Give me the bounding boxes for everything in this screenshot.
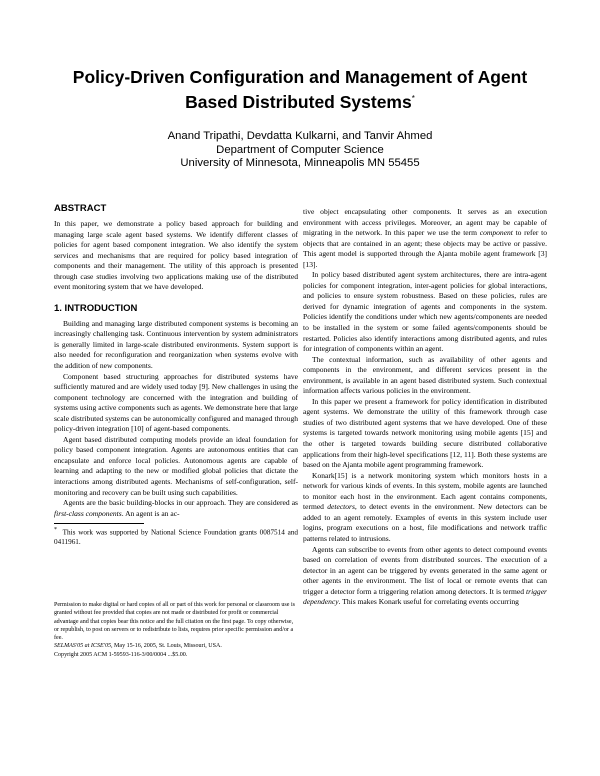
copyright-line: Copyright 2005 ACM 1-59593-116-3/00/0004 ...$5.00. — [54, 651, 188, 658]
university: University of Minnesota, Minneapolis MN 55455 — [180, 157, 420, 169]
conference-line: SELMAS'05 at ICSE'05, May 15-16, 2005, St. Louis, Missouri, USA. — [54, 643, 222, 650]
permission-notice — [54, 601, 298, 659]
abstract-heading: ABSTRACT — [54, 203, 107, 214]
right-paragraph-6: Agents can subscribe to events from other agents to detect compound events based on correlation of events from distributed sources. The execution of a detector in an agent can be triggered by events generated in the same agent or other agents in the environment. The list of local or remote events that can trigger a detector form a triggering relation among detectors. It is termed trigger dependency. This makes Konark useful for correlating events occurring — [303, 544, 547, 607]
author-block — [0, 130, 600, 171]
intro-paragraph-2: Component based structuring approaches for distributed systems have sufficiently matured and are widely used today [9]. New challenges in using the component technology are concerned with the integration and building of systems using active components such as agents. We demonstrate here that large scale distributed systems can be autonomically configured and managed through policy-driven integration [10] of agent-based components. — [54, 371, 298, 434]
right-paragraph-3: The contextual information, such as availability of other agents and components in the environment, and different services present in the environment, is available in an agent based distributed system. Such contextual information affects various policies in the environment. — [303, 354, 547, 396]
abstract-text: In this paper, we demonstrate a policy based approach for building and managing large scale agent based systems. We identify different classes of policies for agent based component integration. We also identify the system services and mechanisms that are required for policy based integration of components and their management. The utility of this approach is presented through case studies involving two applications making use of the distributed event monitoring system that we have developed. — [54, 219, 298, 292]
right-column — [303, 207, 547, 608]
department: Department of Computer Science — [216, 143, 384, 156]
right-paragraph-5: Konark[15] is a network monitoring system which monitors hosts in a network for various kinds of events. In this system, mobile agents are launched to monitor each host in the environment. Each agent contains components, termed detectors, to detect events in the environment. New detectors can be added to an agent remotely. Examples of events in this system include user logins, program executions on a host, file modifications and network traffic patterns related to intrusions. — [303, 470, 547, 543]
footnote-rule — [54, 523, 144, 524]
title-footnote-mark: * — [411, 94, 415, 103]
right-paragraph-4: In this paper we present a framework for policy identification in distributed agent systems. We demonstrate the utility of this framework through case studies of two distributed agent systems that we have developed. One of these systems is targeted towards network monitoring using mobile agents [15] and the other is targeted towards building secure distributed collaborative applications from their high-level specifications [12, 11]. Both these systems are based on the Ajanta mobile agent programming framework. — [303, 396, 547, 470]
intro-paragraph-1: Building and managing large distributed component systems is becoming an increasingly challenging task. Continuous intervention by system administrators is generally limited in large-scale distributed environments. System support is also needed for reconfiguration and reorganization when systems evolve with the addition of new components. — [54, 318, 298, 371]
left-column — [54, 203, 298, 548]
right-paragraph-1: tive object encapsulating other components. It serves as an execution environment with access privileges. Moreover, an agent may be capable of migrating in the network. In this paper we use the term component to refer to objects that are contained in an agent; these objects may be active or passive. This agent model is supported through the Ajanta mobile agent framework [3] [13]. — [303, 207, 547, 269]
footnote: * This work was supported by National Science Foundation grants 0087514 and 0411961. — [54, 527, 299, 547]
authors: Anand Tripathi, Devdatta Kulkarni, and Tanvir Ahmed — [167, 130, 433, 142]
intro-paragraph-4: Agents are the basic building-blocks in our approach. They are considered as first-class components. An agent is an ac- — [54, 498, 298, 518]
paper-title — [0, 66, 600, 113]
permission-text: Permission to make digital or hard copies of all or part of this work for personal or classroom use is granted without fee provided that copies are not made or distributed for profit or commercial advantage and that copies bear this notice and the full citation on the first page. To copy otherwise, or republish, to post on servers or to redistribute to lists, requires prior specific permission and/or a fee. — [54, 602, 295, 642]
title-line-1: Policy-Driven Configuration and Management of Agent — [72, 67, 528, 87]
right-paragraph-2: In policy based distributed agent system architectures, there are intra-agent policies for component integration, inter-agent policies for global interactions, and policies to ensure system robustness. Based on these policies, rules are derived for dynamic integration of agents and components in the system. Policies identify the conditions under which new agents/components are needed to be installed in the system or some failed agents/components should be restarted. Policies also identify interactions among distributed agents, and rules for integration of components within an agent. — [303, 270, 547, 354]
introduction-heading: 1. INTRODUCTION — [54, 302, 138, 314]
intro-paragraph-3: Agent based distributed computing models provide an ideal foundation for policy based component integration. Agents are autonomous entities that can encapsulate and enforce local policies. Autonomous agents are capable of learning and adapting to the new or modified global policies that dictate the interactions among distributed agents. Mechanisms of self-configuration, self-monitoring and recovery can be built using such capabilities. — [54, 434, 298, 497]
title-line-2: Based Distributed Systems* — [185, 91, 415, 112]
